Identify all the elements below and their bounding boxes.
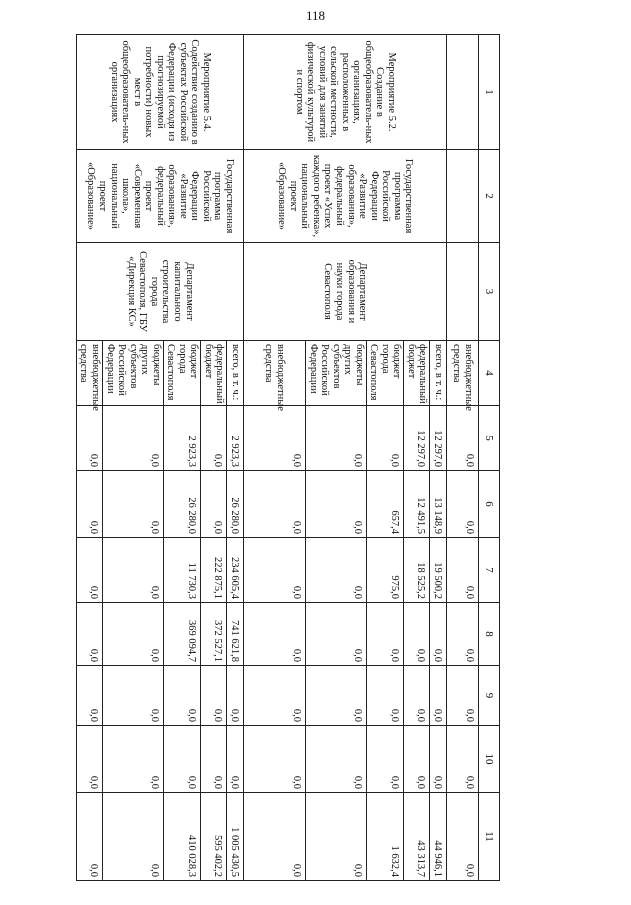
value-cell: 0,0: [305, 726, 366, 793]
value-cell: 0,0: [366, 726, 404, 793]
source-cell: бюджет города Севастополя: [366, 341, 404, 406]
table-row: [430, 35, 447, 881]
value-cell: 1 005 430,5: [227, 793, 244, 881]
value-cell: 0,0: [447, 471, 479, 538]
value-cell: 0,0: [76, 406, 102, 471]
header-cell: 3: [479, 243, 500, 341]
header-cell: 4: [479, 341, 500, 406]
program-name: Государственная программа Российской Федерации «Развитие образования», федеральный проект «Современная школа», национальный проект «Образование»: [76, 150, 243, 243]
value-cell: 43 313,7: [404, 793, 430, 881]
header-cell: 10: [479, 726, 500, 793]
source-cell: всего, в т. ч.:: [430, 341, 447, 406]
value-cell: 0,0: [227, 666, 244, 726]
event-name: Мероприятие 5.2. Создание в общеобразователь-ных организациях, расположенных в сельской местности, условий для занятий физической культурой и спортом: [243, 35, 446, 150]
value-cell: 12 297,0: [430, 406, 447, 471]
value-cell: 0,0: [305, 538, 366, 603]
value-cell: 0,0: [102, 471, 163, 538]
value-cell: 0,0: [243, 793, 305, 881]
executor-name: Департамент образования и науки города Севастополя: [243, 243, 446, 341]
value-cell: 26 280,0: [163, 471, 201, 538]
table-row: [227, 35, 244, 881]
value-cell: 0,0: [366, 406, 404, 471]
value-cell: 2 923,3: [227, 406, 244, 471]
value-cell: 0,0: [102, 726, 163, 793]
value-cell: 0,0: [404, 726, 430, 793]
header-cell: 8: [479, 603, 500, 666]
value-cell: 0,0: [447, 726, 479, 793]
source-cell: внебюджетные средства: [447, 341, 479, 406]
value-cell: 0,0: [243, 406, 305, 471]
value-cell: 0,0: [76, 471, 102, 538]
value-cell: 0,0: [76, 666, 102, 726]
source-cell: всего, в т. ч.:: [227, 341, 244, 406]
value-cell: 975,0: [366, 538, 404, 603]
value-cell: 410 028,3: [163, 793, 201, 881]
table-row: [447, 35, 479, 881]
value-cell: 0,0: [430, 603, 447, 666]
value-cell: 26 280,0: [227, 471, 244, 538]
value-cell: 595 402,2: [201, 793, 227, 881]
header-cell: 9: [479, 666, 500, 726]
value-cell: 0,0: [430, 726, 447, 793]
value-cell: 0,0: [366, 603, 404, 666]
value-cell: 0,0: [404, 666, 430, 726]
page-number: 118: [305, 8, 326, 23]
value-cell: 657,4: [366, 471, 404, 538]
value-cell: 1 632,4: [366, 793, 404, 881]
value-cell: 13 148,9: [430, 471, 447, 538]
value-cell: 0,0: [305, 603, 366, 666]
header-cell: 1: [479, 35, 500, 150]
header-row: [479, 35, 500, 881]
value-cell: 0,0: [243, 603, 305, 666]
value-cell: 12 297,0: [404, 406, 430, 471]
source-cell: бюджет города Севастополя: [163, 341, 201, 406]
source-cell: внебюджетные средства: [243, 341, 305, 406]
value-cell: 0,0: [243, 726, 305, 793]
value-cell: 0,0: [305, 471, 366, 538]
value-cell: 0,0: [102, 406, 163, 471]
value-cell: 0,0: [102, 793, 163, 881]
value-cell: 12 491,5: [404, 471, 430, 538]
header-cell: 11: [479, 793, 500, 881]
value-cell: 222 875,1: [201, 538, 227, 603]
value-cell: 0,0: [227, 726, 244, 793]
value-cell: 0,0: [201, 406, 227, 471]
budget-table: [76, 34, 500, 881]
value-cell: 0,0: [447, 603, 479, 666]
value-cell: 0,0: [447, 538, 479, 603]
value-cell: 741 621,8: [227, 603, 244, 666]
value-cell: 0,0: [201, 726, 227, 793]
value-cell: 0,0: [243, 538, 305, 603]
value-cell: 0,0: [201, 471, 227, 538]
value-cell: 0,0: [366, 666, 404, 726]
value-cell: 234 605,4: [227, 538, 244, 603]
value-cell: 0,0: [447, 406, 479, 471]
value-cell: 0,0: [243, 471, 305, 538]
rotated-table-container: [78, 34, 500, 880]
value-cell: 0,0: [305, 793, 366, 881]
value-cell: 372 527,1: [201, 603, 227, 666]
value-cell: 0,0: [76, 538, 102, 603]
executor-name: Департамент капитального строительства города Севастополя, ГБУ «Дирекция КС»: [76, 243, 243, 341]
value-cell: 0,0: [163, 726, 201, 793]
value-cell: 0,0: [102, 666, 163, 726]
value-cell: 0,0: [243, 666, 305, 726]
value-cell: 18 525,2: [404, 538, 430, 603]
source-cell: бюджеты других субъектов Российской Федерации: [305, 341, 366, 406]
event-name: Мероприятие 5.4. Содействие созданию в субъектах Российской Федерации (исходя из прогнозируемой потребности) новых мест в общеобразователь-ных организациях: [76, 35, 243, 150]
value-cell: 2 923,3: [163, 406, 201, 471]
source-cell: бюджеты других субъектов Российской Федерации: [102, 341, 163, 406]
value-cell: 0,0: [447, 666, 479, 726]
value-cell: 0,0: [102, 538, 163, 603]
value-cell: 0,0: [447, 793, 479, 881]
header-cell: 5: [479, 406, 500, 471]
value-cell: 0,0: [430, 666, 447, 726]
value-cell: 0,0: [305, 666, 366, 726]
value-cell: 11 730,3: [163, 538, 201, 603]
source-cell: внебюджетные средства: [76, 341, 102, 406]
value-cell: 0,0: [201, 666, 227, 726]
header-cell: 7: [479, 538, 500, 603]
header-cell: 2: [479, 150, 500, 243]
value-cell: 0,0: [102, 603, 163, 666]
value-cell: 0,0: [404, 603, 430, 666]
value-cell: 0,0: [76, 793, 102, 881]
value-cell: 0,0: [76, 603, 102, 666]
program-name: Государственная программа Российской Федерации «Развитие образования», федеральный проект «Успех каждого ребенка», национальный проект «Образование»: [243, 150, 446, 243]
value-cell: 19 500,2: [430, 538, 447, 603]
value-cell: 0,0: [76, 726, 102, 793]
header-cell: 6: [479, 471, 500, 538]
value-cell: 369 094,7: [163, 603, 201, 666]
value-cell: 0,0: [163, 666, 201, 726]
value-cell: 44 946,1: [430, 793, 447, 881]
source-cell: федеральный бюджет: [201, 341, 227, 406]
value-cell: 0,0: [305, 406, 366, 471]
source-cell: федеральный бюджет: [404, 341, 430, 406]
